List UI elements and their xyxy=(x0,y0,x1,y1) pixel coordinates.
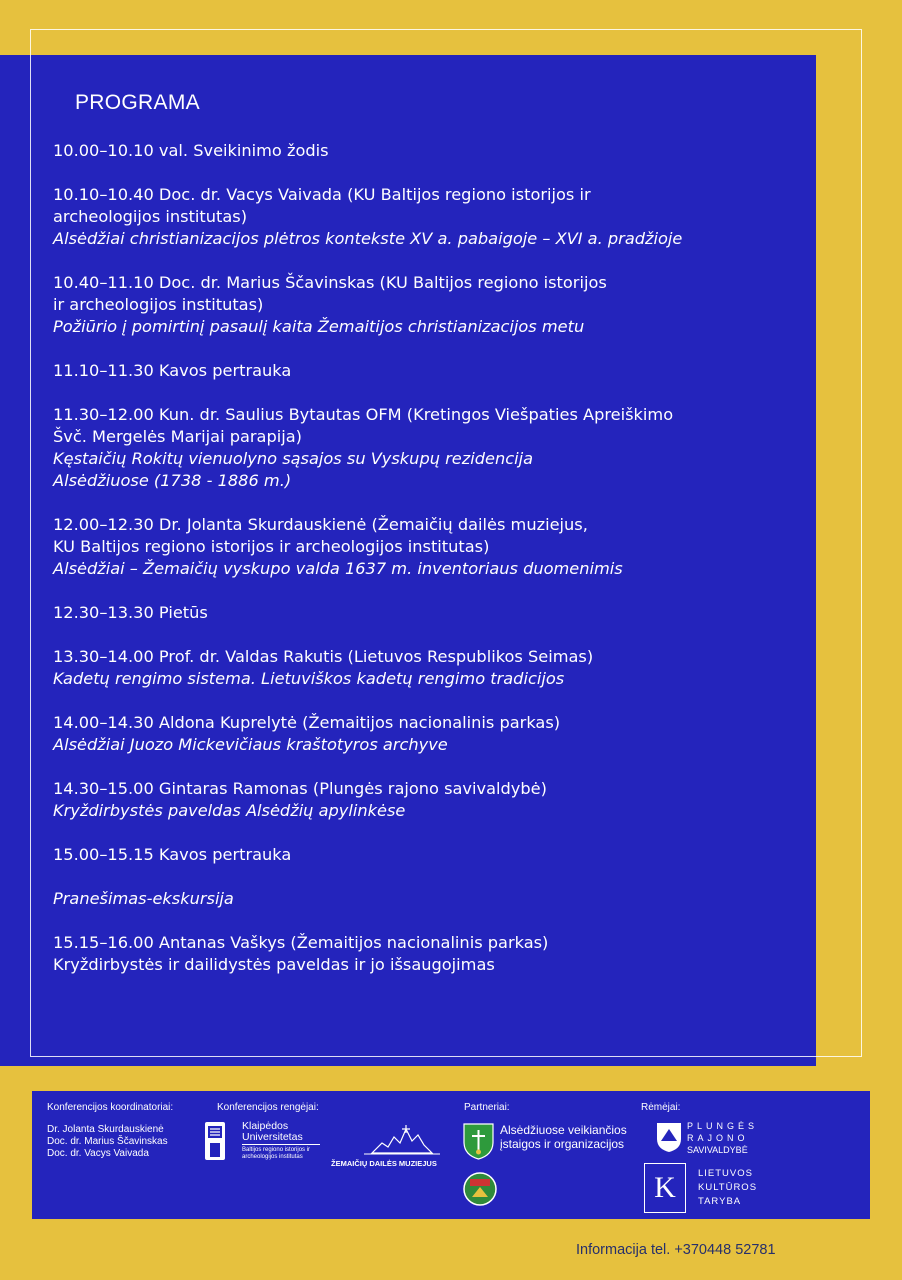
program-entry-line: 11.30–12.00 Kun. dr. Saulius Bytautas OFM (Kretingos Viešpaties Apreiškimo xyxy=(53,405,674,424)
partners-text-1: Alsėdžiuose veikiančios xyxy=(500,1123,627,1137)
partner-emblem xyxy=(462,1171,498,1211)
coordinator-2: Doc. dr. Marius Ščavinskas xyxy=(47,1136,168,1147)
program-entry-line: 10.00–10.10 val. Sveikinimo žodis xyxy=(53,141,329,160)
coordinators-heading: Konferencijos koordinatoriai: xyxy=(47,1102,174,1113)
ku-emblem-icon xyxy=(204,1121,226,1161)
program-talk-title: Kadetų rengimo sistema. Lietuviškos kadetų rengimo tradicijos xyxy=(53,669,565,688)
round-emblem-icon xyxy=(462,1171,498,1207)
plunge-logo xyxy=(655,1121,683,1157)
lkt-logo-letter: K xyxy=(654,1171,676,1204)
ku-logo-sub-1: Baltijos regiono istorijos ir xyxy=(242,1147,311,1153)
program-entry-line: archeologijos institutas) xyxy=(53,207,248,226)
program-entry xyxy=(53,844,813,866)
ku-logo-sub-2: archeologijos institutas xyxy=(242,1154,303,1160)
coat-of-arms-icon xyxy=(462,1122,495,1160)
plunge-logo-line-3: SAVIVALDYBĖ xyxy=(687,1145,748,1155)
program-entry-line: Kryždirbystės ir dailidystės paveldas ir jo išsaugojimas xyxy=(53,955,495,974)
ku-logo-line-1: Klaipėdos xyxy=(242,1120,289,1132)
program-talk-title: Alsėdžiai – Žemaičių vyskupo valda 1637 m. inventoriaus duomenimis xyxy=(53,559,623,578)
program-entry xyxy=(53,712,813,756)
program-talk-title: Alsėdžiuose (1738 - 1886 m.) xyxy=(53,471,292,490)
program-entry xyxy=(53,272,813,338)
program-entry xyxy=(53,360,813,382)
program-talk-title: Kryždirbystės paveldas Alsėdžių apylinkėse xyxy=(53,801,406,820)
program-entry-line: ir archeologijos institutas) xyxy=(53,295,264,314)
program-list xyxy=(53,140,813,998)
info-phone: Informacija tel. +370448 52781 xyxy=(576,1242,776,1258)
program-entry-line: 12.30–13.30 Pietūs xyxy=(53,603,208,622)
plunge-logo-line-2: RAJONO xyxy=(687,1133,749,1143)
program-entry-line: 10.10–10.40 Doc. dr. Vacys Vaivada (KU Baltijos regiono istorijos ir xyxy=(53,185,591,204)
program-entry-line: 13.30–14.00 Prof. dr. Valdas Rakutis (Lietuvos Respublikos Seimas) xyxy=(53,647,594,666)
plunge-shield-icon xyxy=(655,1121,683,1153)
lkt-logo-line-3: TARYBA xyxy=(698,1196,742,1207)
program-talk-title: Pranešimas-ekskursija xyxy=(53,889,234,908)
lkt-logo-line-1: LIETUVOS xyxy=(698,1168,753,1179)
program-entry xyxy=(53,778,813,822)
sponsors-heading: Rėmėjai: xyxy=(641,1102,681,1113)
program-entry-line: 10.40–11.10 Doc. dr. Marius Ščavinskas (KU Baltijos regiono istorijos xyxy=(53,273,607,292)
partners-heading: Partneriai: xyxy=(464,1102,510,1113)
program-entry-line: 14.30–15.00 Gintaras Ramonas (Plungės rajono savivaldybė) xyxy=(53,779,547,798)
ku-logo-line-2: Universitetas xyxy=(242,1131,303,1143)
program-entry-line: 14.00–14.30 Aldona Kuprelytė (Žemaitijos nacionalinis parkas) xyxy=(53,713,561,732)
ku-logo xyxy=(204,1121,226,1165)
museum-building-icon xyxy=(362,1123,442,1157)
program-talk-title: Alsėdžiai Juozo Mickevičiaus kraštotyros archyve xyxy=(53,735,448,754)
program-entry-line: KU Baltijos regiono istorijos ir archeologijos institutas) xyxy=(53,537,490,556)
program-entry xyxy=(53,888,813,910)
program-talk-title: Alsėdžiai christianizacijos plėtros kontekste XV a. pabaigoje – XVI a. pradžioje xyxy=(53,229,683,248)
lkt-logo-box xyxy=(644,1163,686,1213)
program-talk-title: Požiūrio į pomirtinį pasaulį kaita Žemaitijos christianizacijos metu xyxy=(53,317,585,336)
program-entry xyxy=(53,184,813,250)
program-talk-title: Kęstaičių Rokitų vienuolyno sąsajos su Vyskupų rezidencija xyxy=(53,449,534,468)
program-entry-line: 11.10–11.30 Kavos pertrauka xyxy=(53,361,292,380)
museum-logo xyxy=(362,1123,442,1161)
program-entry xyxy=(53,140,813,162)
program-entry-line: 15.00–15.15 Kavos pertrauka xyxy=(53,845,292,864)
program-entry xyxy=(53,932,813,976)
page-title: PROGRAMA xyxy=(75,91,200,114)
organizers-heading: Konferencijos rengėjai: xyxy=(217,1102,319,1113)
museum-logo-text: ŽEMAIČIŲ DAILĖS MUZIEJUS xyxy=(331,1159,437,1168)
footer-panel xyxy=(32,1091,870,1219)
partners-text-2: įstaigos ir organizacijos xyxy=(500,1137,625,1151)
ku-logo-divider xyxy=(242,1144,320,1145)
program-entry-line: Švč. Mergelės Marijai parapija) xyxy=(53,427,302,446)
program-entry xyxy=(53,514,813,580)
program-entry xyxy=(53,602,813,624)
alsedziai-coat-of-arms xyxy=(462,1122,495,1164)
program-entry xyxy=(53,646,813,690)
coordinator-3: Doc. dr. Vacys Vaivada xyxy=(47,1148,149,1159)
plunge-logo-line-1: PLUNGĖS xyxy=(687,1121,759,1131)
coordinator-1: Dr. Jolanta Skurdauskienė xyxy=(47,1124,164,1135)
program-entry-line: 15.15–16.00 Antanas Vaškys (Žemaitijos nacionalinis parkas) xyxy=(53,933,549,952)
program-entry xyxy=(53,404,813,492)
program-entry-line: 12.00–12.30 Dr. Jolanta Skurdauskienė (Žemaičių dailės muziejus, xyxy=(53,515,588,534)
lkt-logo-line-2: KULTŪROS xyxy=(698,1182,758,1193)
